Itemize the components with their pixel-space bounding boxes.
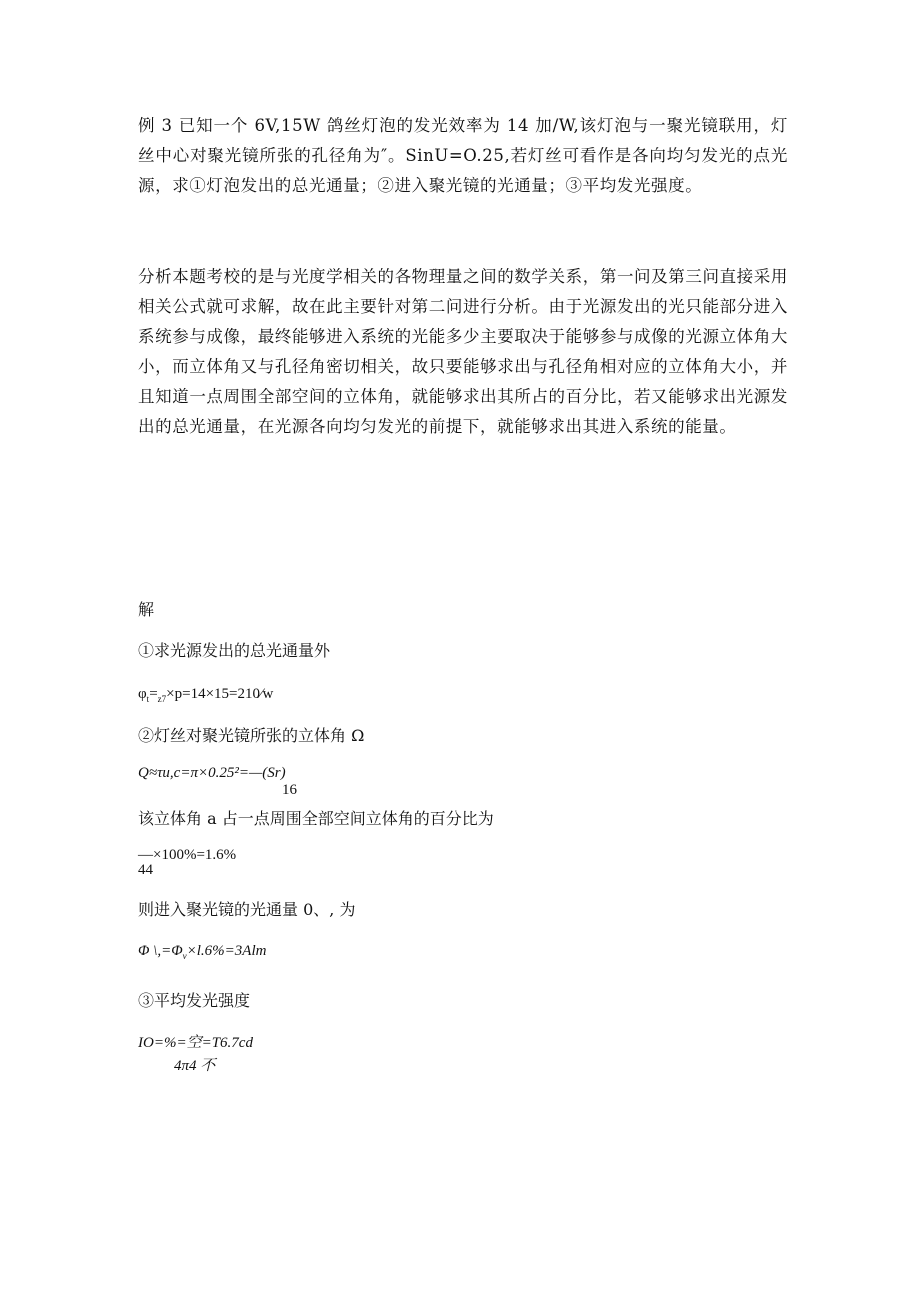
formula-subscript: z7 (157, 694, 167, 704)
formula-subscript: t (146, 694, 150, 704)
solution-heading: 解 (138, 600, 155, 619)
formula-subscript: v (182, 951, 187, 961)
formula-equals: = (149, 686, 158, 702)
step2-flux-formula (138, 943, 266, 961)
example-problem-paragraph: 例 3 已知一个 6V,15W 鸽丝灯泡的发光效率为 14 加/W,该灯泡与一聚光镜联用，灯丝中心对聚光镜所张的孔径角为″。SinU=O.25,若灯丝可看作是各向均匀发光的点光源，求①灯泡发出的总光通量；②进入聚光镜的光通量；③平均发光强度。 (138, 116, 788, 195)
step2-percentage-text: 该立体角 a 占一点周围全部空间立体角的百分比为 (138, 809, 494, 828)
step3-formula-denominator: 4π4 不 (174, 1058, 216, 1074)
step1-formula (138, 686, 273, 704)
step2-percentage-denominator: 44 (138, 862, 153, 878)
step3-intensity-formula: IO=%=空=T6.7cd (138, 1035, 253, 1051)
step1-title: ①求光源发出的总光通量外 (138, 641, 331, 660)
step2-formula-denominator: 16 (282, 782, 297, 798)
formula-remainder: ×p=14×15=210⁄w (166, 686, 274, 702)
formula-symbol: φ (138, 686, 147, 702)
step3-title: ③平均发光强度 (138, 991, 251, 1010)
analysis-paragraph: 分析本题考校的是与光度学相关的各物理量之间的数学关系，第一问及第三问直接采用相关公式就可求解，故在此主要针对第二问进行分析。由于光源发出的光只能部分进入系统参与成像，最终能够进入系统的光能多少主要取决于能够参与成像的光源立体角大小，而立体角又与孔径角密切相关，故只要能够求出与孔径角相对应的立体角大小，并且知道一点周围全部空间的立体角，就能够求出其所占的百分比，若又能够求出光源发出的总光通量，在光源各向均匀发光的前提下，就能够求出其进入系统的能量。 (138, 267, 788, 436)
step2-solid-angle-formula: Q≈τu,c=π×0.25²=—(Sr) (138, 765, 286, 781)
step2-title: ②灯丝对聚光镜所张的立体角 Ω (138, 726, 365, 745)
formula-start: Φ \,=Φ (138, 943, 183, 959)
step2-flux-text: 则进入聚光镜的光通量 0、, 为 (138, 900, 356, 919)
formula-end: ×l.6%=3Alm (186, 943, 267, 959)
step2-percentage-formula: —×100%=1.6% (138, 847, 237, 863)
